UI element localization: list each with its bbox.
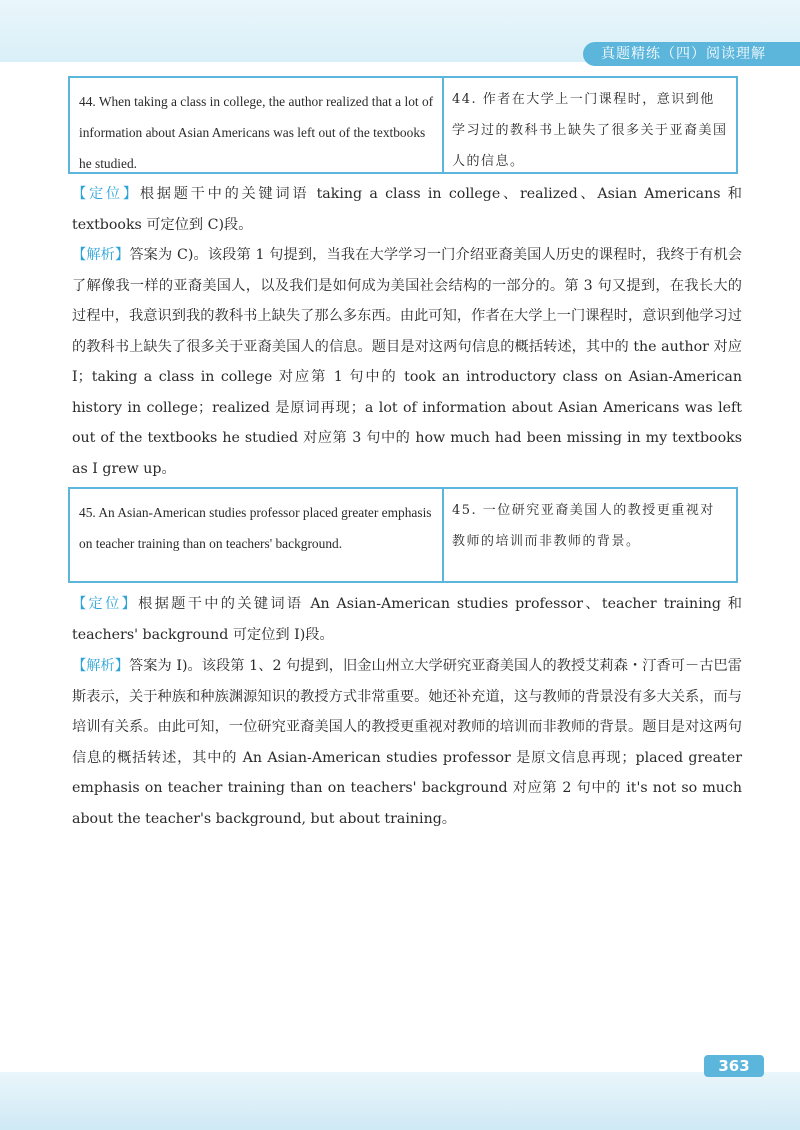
question-45-chinese: 45. 一位研究亚裔美国人的教授更重视对教师的培训而非教师的背景。 xyxy=(452,503,715,549)
q45-locate-paragraph xyxy=(72,589,742,650)
analysis-tag: 【解析】 xyxy=(72,247,130,263)
analysis-text: 答案为 C)。该段第 1 句提到，当我在大学学习一门介绍亚裔美国人历史的课程时，我终于有机会了解像我一样的亚裔美国人，以及我们是如何成为美国社会结构的一部分的。第 3 句又提到，在我长大的过程中，我意识到我的教科书上缺失了那么多东西。由此可知，作者在大学上一门课程时，意识到他学习过的教科书上缺失了很多关于亚裔美国人的信息。题目是对这两句信息的概括转述，其中的 the author 对应 I；taking a class in college 对应第 1 句中的 took an introductory class on Asian-American history in college；realized 是原词再现；a lot of information about Asian Americans was left out of the textbooks he studied 对应第 3 句中的 how much had been missing in my textbooks as I grew up。 xyxy=(72,247,742,477)
question-44-chinese: 44. 作者在大学上一门课程时，意识到他学习过的教科书上缺失了很多关于亚裔美国人的信息。 xyxy=(452,92,728,169)
footer-band xyxy=(0,1072,800,1130)
analysis-tag: 【解析】 xyxy=(72,658,130,674)
question-45-box xyxy=(68,487,738,583)
locate-tag: 【定位】 xyxy=(72,186,140,202)
analysis-text: 答案为 I)。该段第 1、2 句提到，旧金山州立大学研究亚裔美国人的教授艾莉森・汀香可－古巴雷斯表示，关于种族和种族渊源知识的教授方式非常重要。她还补充道，这与教师的背景没有多大关系，而与培训有关系。由此可知，一位研究亚裔美国人的教授更重视对教师的培训而非教师的背景。题目是对这两句信息的概括转述，其中的 An Asian-American studies professor 是原文信息再现；placed greater emphasis on teacher training than on teachers' background 对应第 2 句中的 it's not so much about the teacher's background, but about training。 xyxy=(72,658,742,827)
locate-tag: 【定位】 xyxy=(72,596,139,612)
q44-locate-paragraph xyxy=(72,179,742,240)
locate-text: 根据题干中的关键词语 An Asian-American studies professor、teacher training 和 teachers' background 可定位到 I)段。 xyxy=(72,596,742,643)
q45-analysis-paragraph xyxy=(72,651,742,834)
q44-analysis-paragraph xyxy=(72,240,742,484)
locate-text: 根据题干中的关键词语 taking a class in college、realized、Asian Americans 和 textbooks 可定位到 C)段。 xyxy=(72,186,742,233)
section-title: 真题精练（四）阅读理解 xyxy=(583,42,800,66)
question-44-english: 44. When taking a class in college, the author realized that a lot of information about Asian Americans was left out of the textbooks he studied. xyxy=(70,78,444,172)
question-45-english: 45. An Asian-American studies professor placed greater emphasis on teacher training than on teachers' background. xyxy=(70,489,444,581)
page-number: 363 xyxy=(704,1055,764,1077)
question-44-box xyxy=(68,76,738,174)
